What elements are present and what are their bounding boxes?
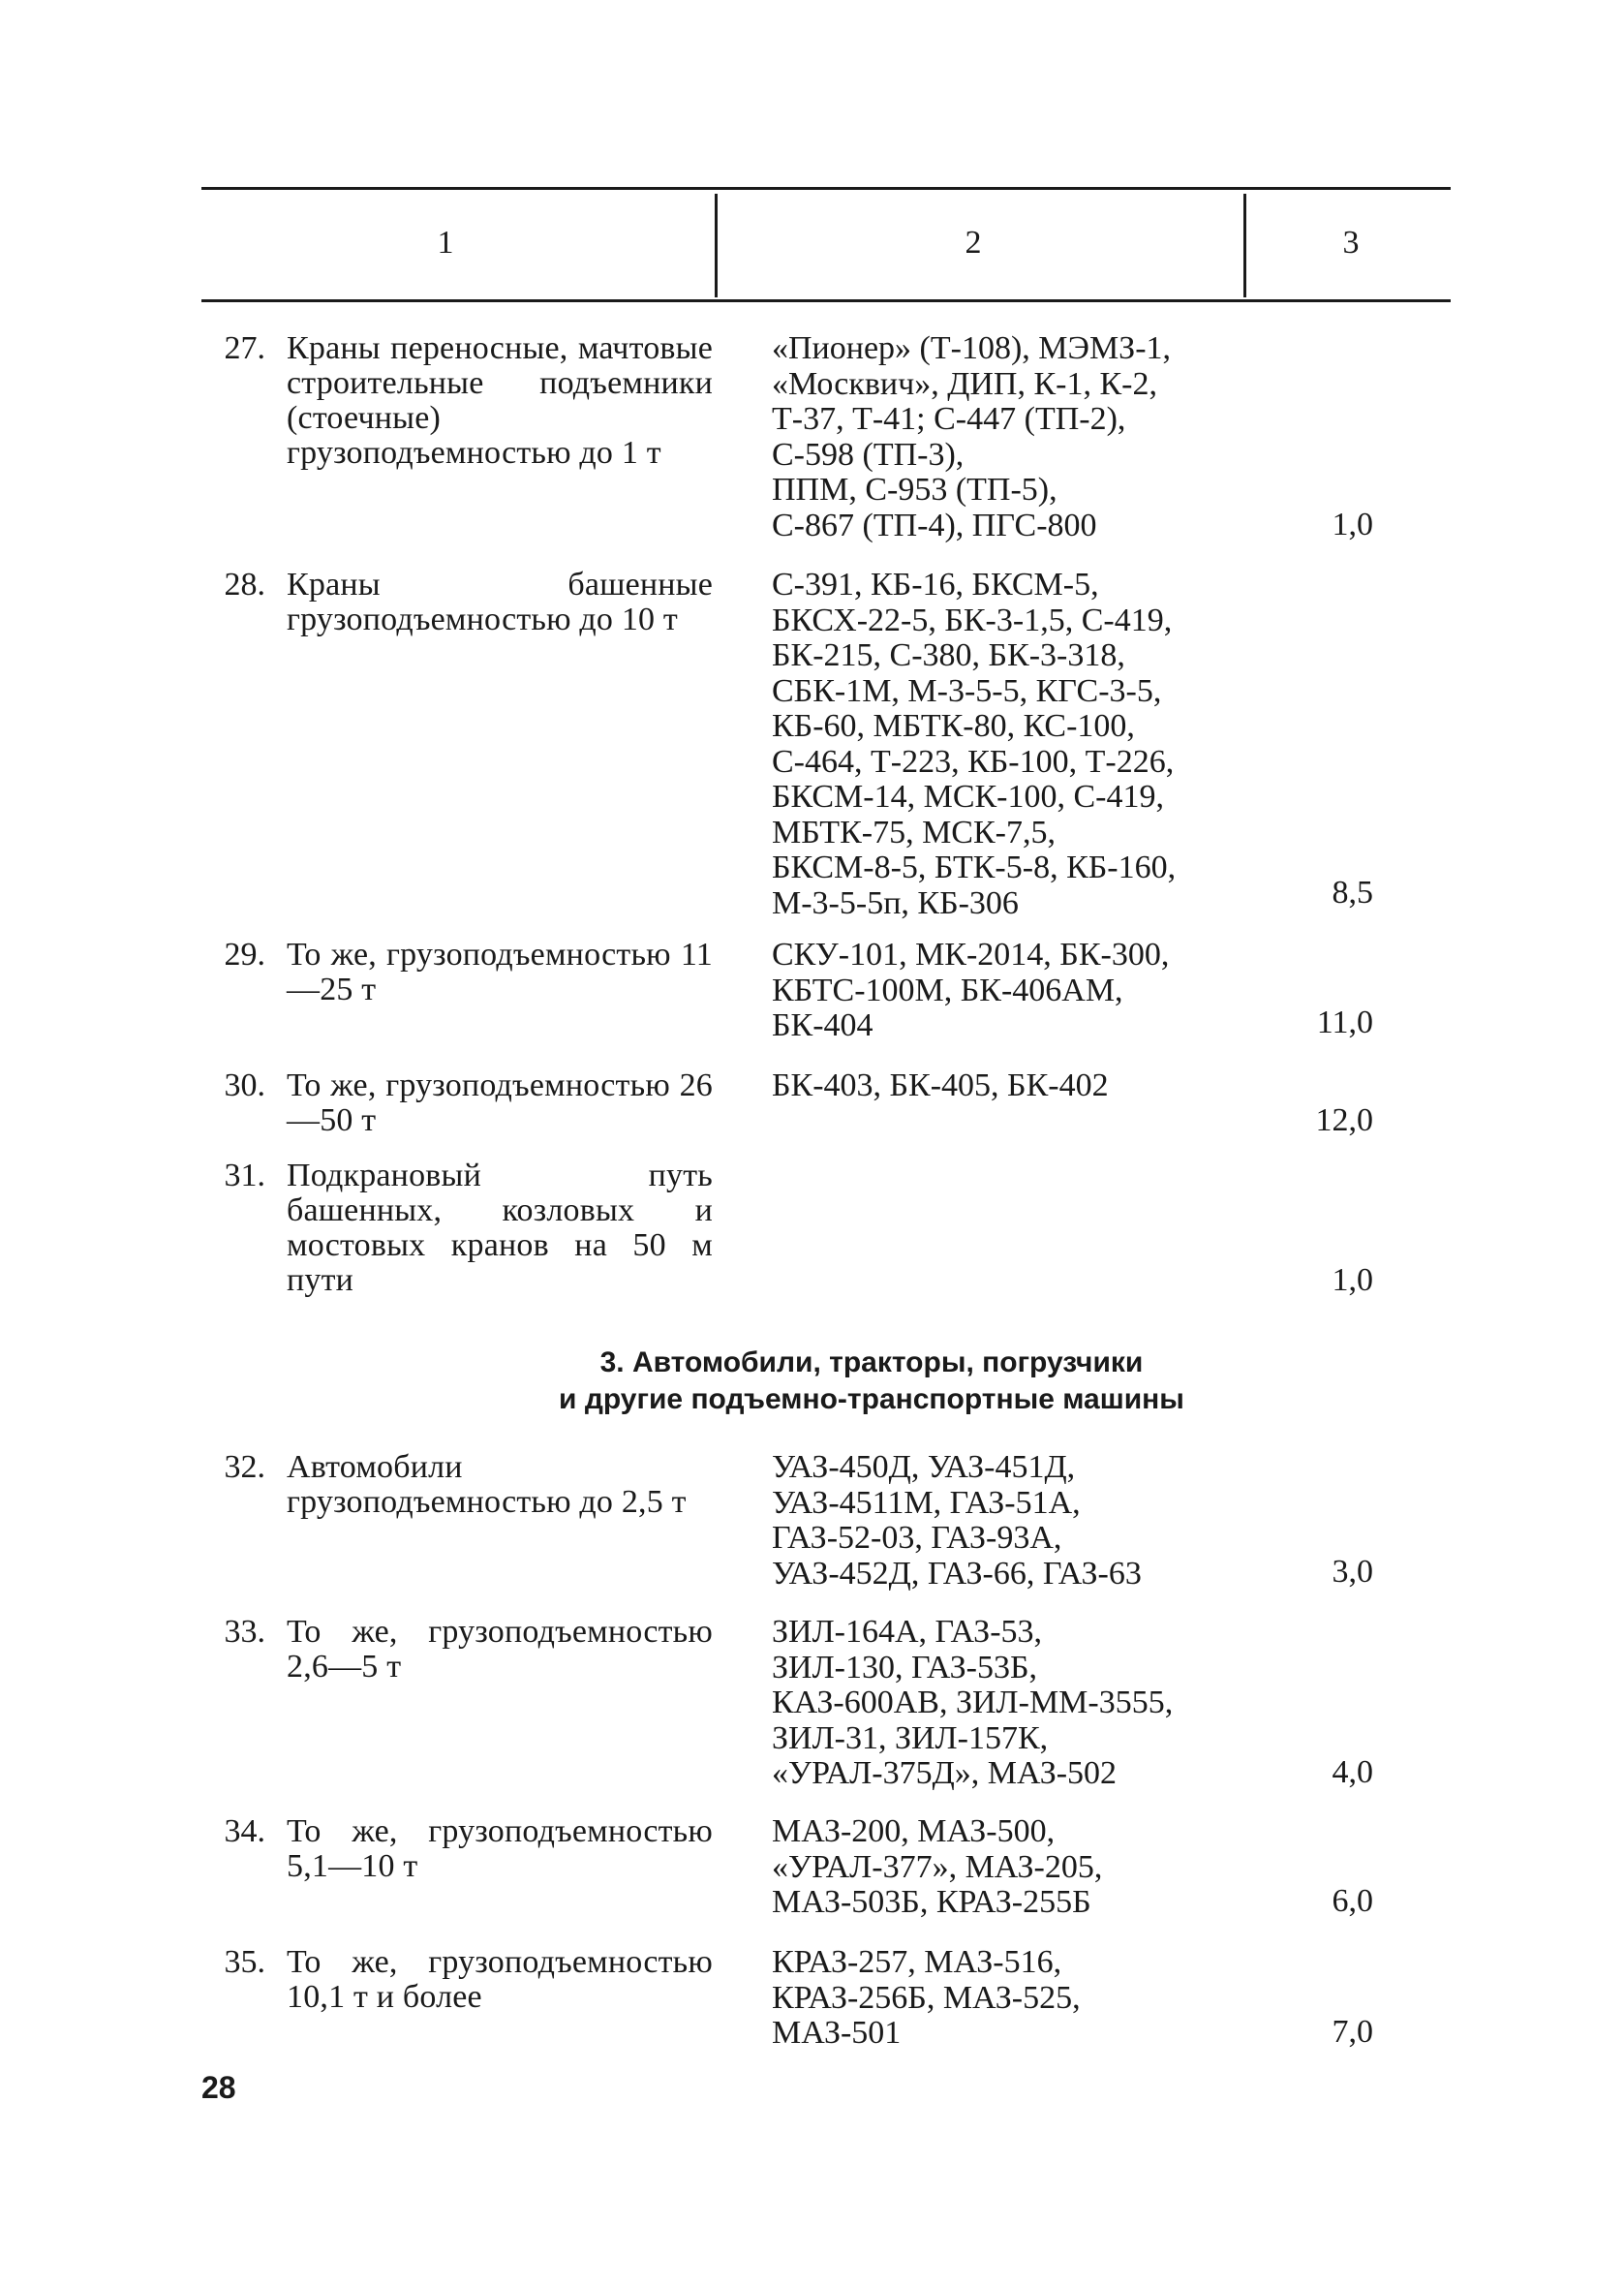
table-top-rule	[201, 187, 1451, 190]
row-value: 12,0	[1315, 1102, 1373, 1138]
column-header-3: 3	[1342, 225, 1360, 261]
row-number: 34.	[224, 1813, 265, 1849]
equipment-models: ЗИЛ-164А, ГАЗ-53, ЗИЛ-130, ГАЗ-53Б, КАЗ-600АВ, ЗИЛ-ММ-3555, ЗИЛ-31, ЗИЛ-157К, «УРАЛ-375Д», МАЗ-502	[772, 1614, 1174, 1791]
row-number: 29.	[224, 937, 265, 973]
equipment-name: То же, грузоподъемностью 10,1 т и более	[287, 1944, 713, 2015]
row-value: 7,0	[1332, 2014, 1373, 2050]
column-header-1: 1	[437, 225, 454, 261]
row-value: 4,0	[1332, 1754, 1373, 1790]
equipment-models: «Пионер» (Т-108), МЭМЗ-1, «Москвич», ДИП, К-1, К-2, Т-37, Т-41; С-447 (ТП-2), С-598 (ТП-3), ППМ, С-953 (ТП-5), С-867 (ТП-4), ПГС-800	[772, 330, 1172, 543]
equipment-name: То же, грузоподъемностью 5,1—10 т	[287, 1813, 713, 1884]
equipment-name: Краны переносные, мачтовые строительные подъемники (стоечные) грузоподъемностью до 1 т	[287, 330, 713, 471]
equipment-models: КРАЗ-257, МАЗ-516, КРАЗ-256Б, МАЗ-525, МАЗ-501	[772, 1944, 1081, 2051]
equipment-name: То же, грузоподъемностью 26—50 т	[287, 1067, 713, 1138]
equipment-name: Подкрановый путь башенных, козловых и мостовых кранов на 50 м пути	[287, 1158, 713, 1298]
equipment-name: Автомобили грузоподъемностью до 2,5 т	[287, 1449, 687, 1520]
section-title: 3. Автомобили, тракторы, погрузчики и другие подъемно-транспортные машины	[559, 1346, 1184, 1415]
equipment-models: С-391, КБ-16, БКСМ-5, БКСХ-22-5, БК-3-1,5, С-419, БК-215, С-380, БК-3-318, СБК-1М, М-3-5-5, КГС-3-5, КБ-60, МБТК-80, КС-100, С-464, Т-223, КБ-100, Т-226, БКСМ-14, МСК-100, С-419, МБТК-75, МСК-7,5, БКСМ-8-5, БТК-5-8, КБ-160, М-3-5-5п, КБ-306	[772, 567, 1177, 921]
equipment-name: Краны башенные грузоподъемностью до 10 т	[287, 567, 713, 637]
row-value: 8,5	[1332, 875, 1373, 911]
row-value: 3,0	[1332, 1554, 1373, 1590]
row-value: 11,0	[1316, 1005, 1373, 1040]
row-number: 31.	[224, 1158, 265, 1193]
equipment-name: То же, грузоподъемностью 2,6—5 т	[287, 1614, 713, 1685]
row-value: 1,0	[1332, 507, 1373, 542]
page-number: 28	[201, 2070, 236, 2105]
row-number: 27.	[224, 330, 265, 366]
row-value: 1,0	[1332, 1262, 1373, 1298]
row-value: 6,0	[1332, 1883, 1373, 1919]
table-header-rule	[201, 299, 1451, 302]
column-header-2: 2	[965, 225, 982, 261]
equipment-models: МАЗ-200, МАЗ-500, «УРАЛ-377», МАЗ-205, МАЗ-503Б, КРАЗ-255Б	[772, 1813, 1103, 1920]
equipment-models: СКУ-101, МК-2014, БК-300, КБТС-100М, БК-406АМ, БК-404	[772, 937, 1170, 1043]
row-number: 30.	[224, 1067, 265, 1103]
row-number: 35.	[224, 1944, 265, 1980]
row-number: 33.	[224, 1614, 265, 1650]
equipment-name: То же, грузоподъемностью 11—25 т	[287, 937, 713, 1007]
row-number: 32.	[224, 1449, 265, 1485]
column-divider-1	[715, 194, 718, 297]
equipment-models: УАЗ-450Д, УАЗ-451Д, УАЗ-4511М, ГАЗ-51А, ГАЗ-52-03, ГАЗ-93А, УАЗ-452Д, ГАЗ-66, ГАЗ-63	[772, 1449, 1142, 1592]
column-divider-2	[1243, 194, 1246, 297]
row-number: 28.	[224, 567, 265, 603]
equipment-models: БК-403, БК-405, БК-402	[772, 1067, 1109, 1103]
